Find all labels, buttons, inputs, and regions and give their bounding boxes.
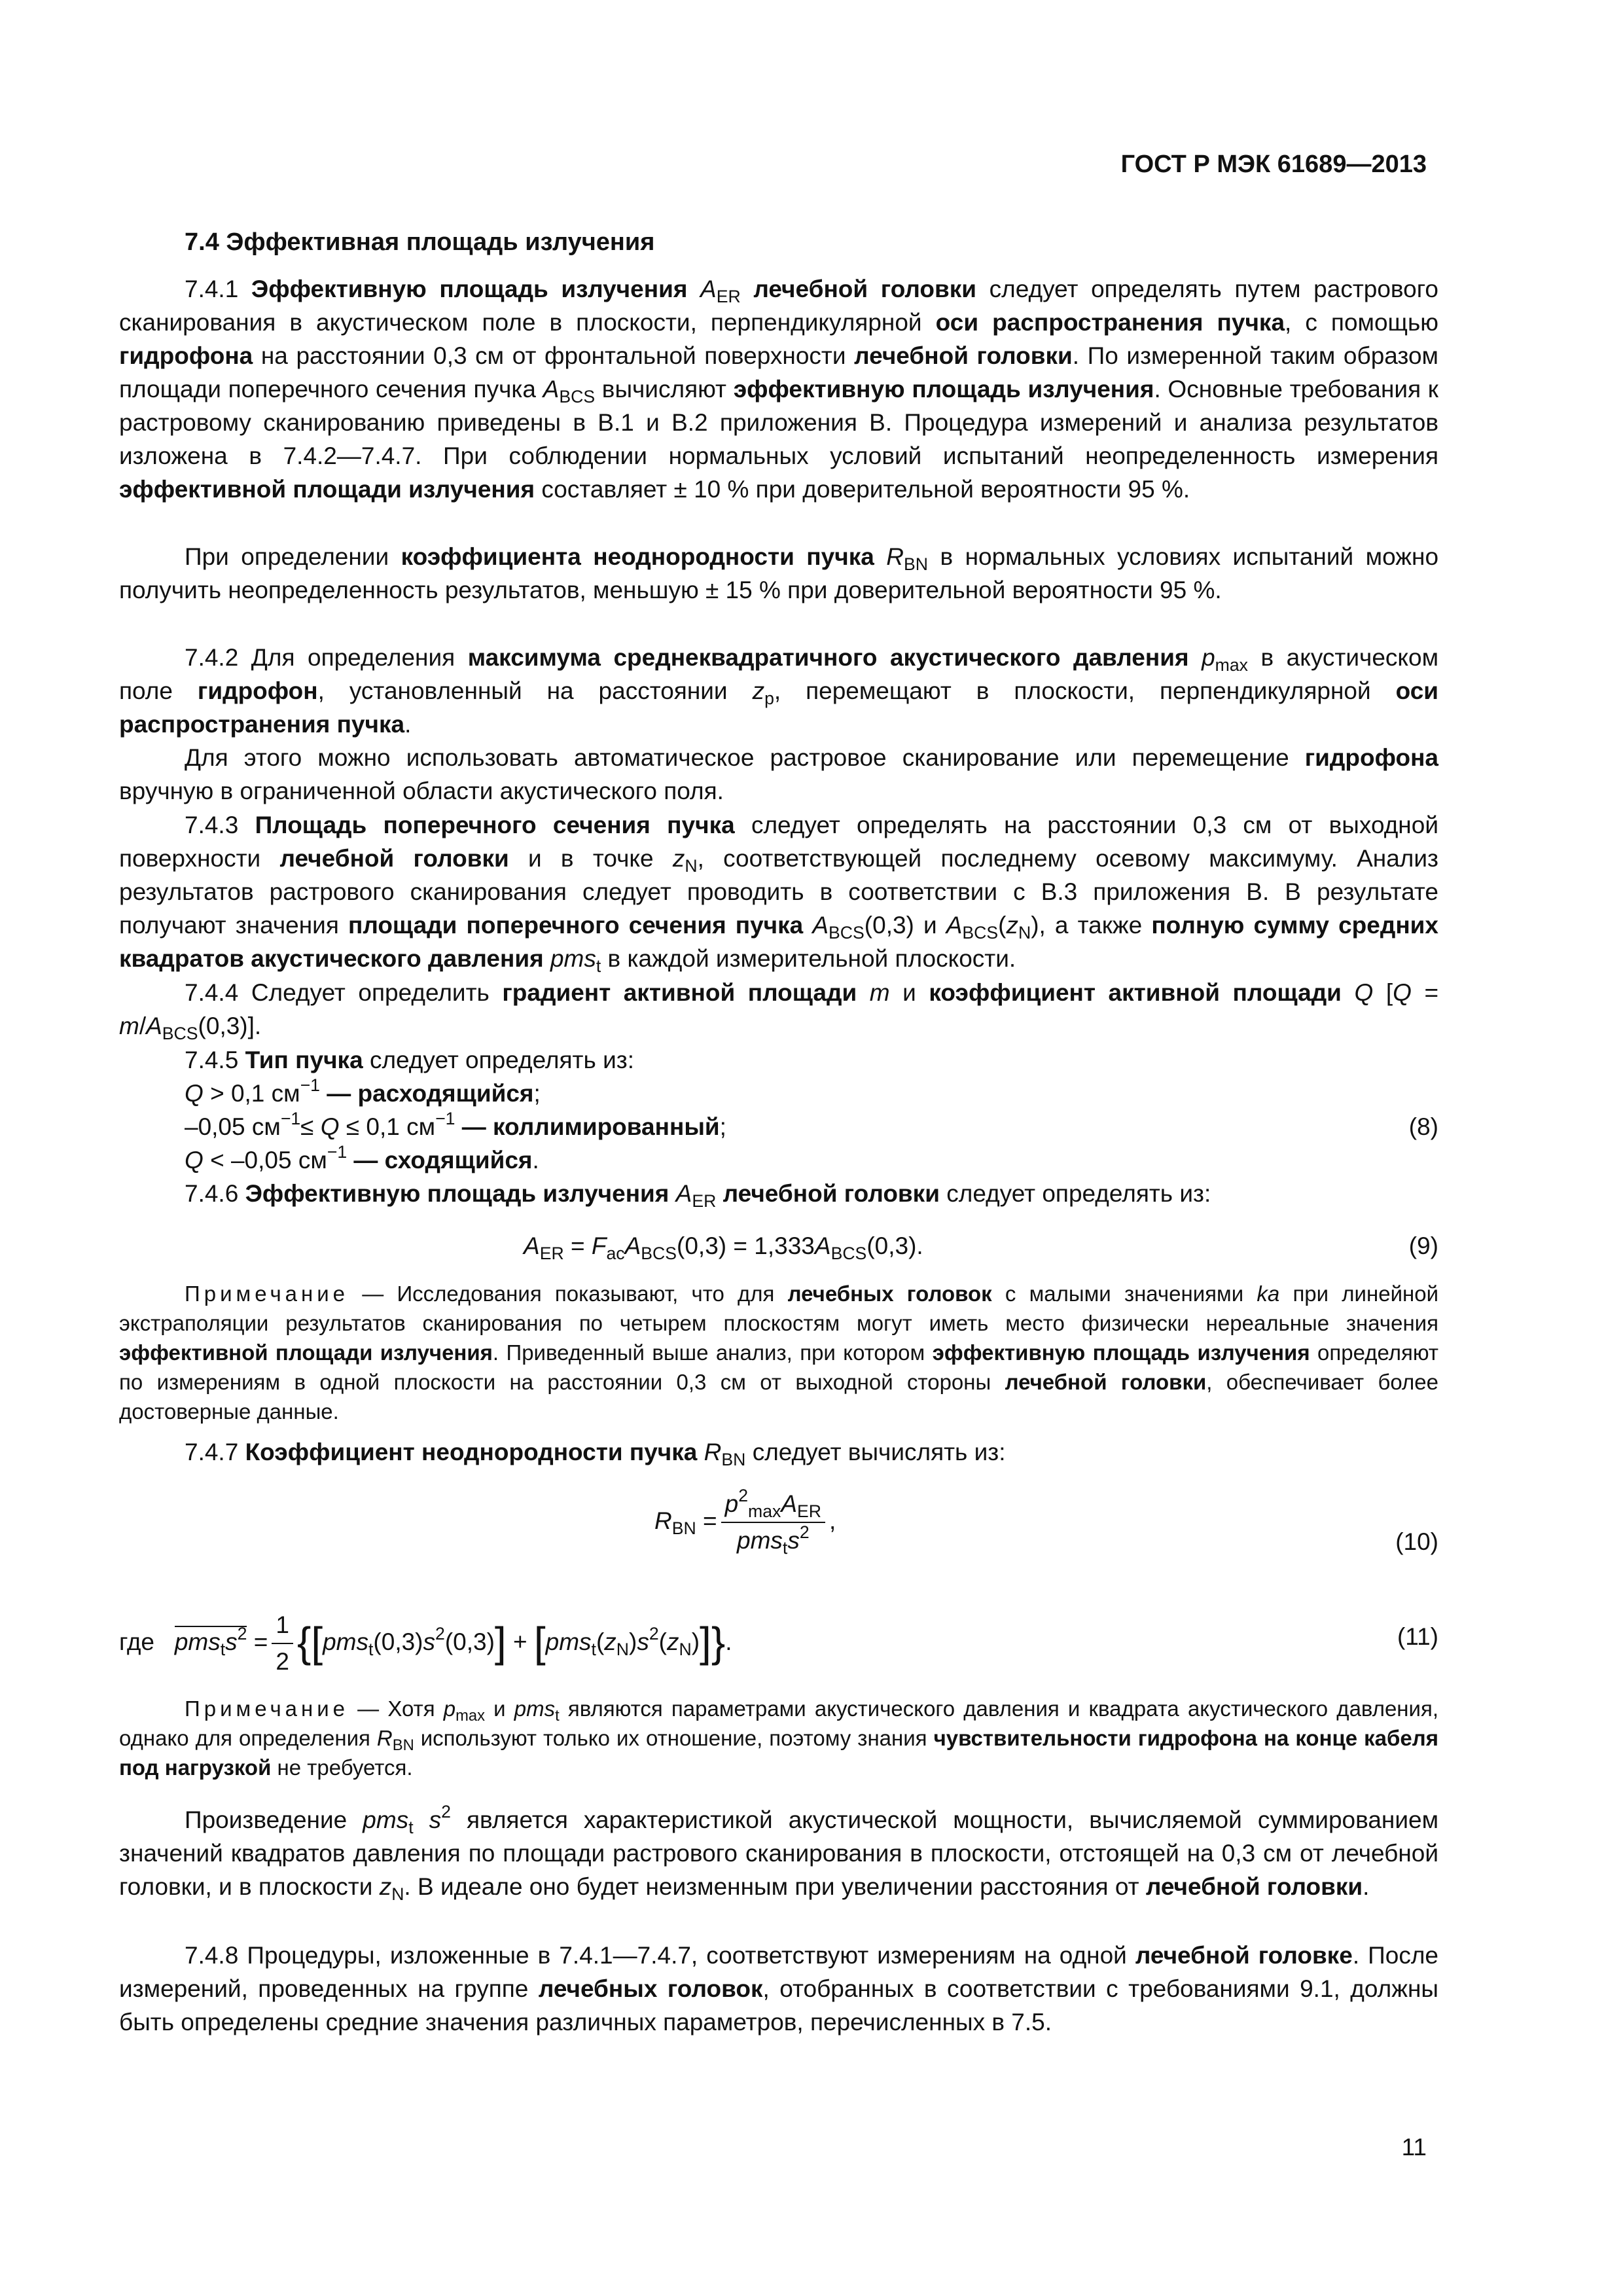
paragraph-product: Произведение pms$_t$ $s^2$ является характеристикой акустической мощности, вычисляемой суммированием значений квадратов давления по площади растрового сканирования в плоскости, отстоящей на 0,3 см от лечебной головки, и в плоскости $z_N$. В идеале оно будет неизменным при увеличении расстояния от лечебной головки.	[119, 1802, 1439, 1904]
equation-number-10: (10)	[1395, 1528, 1438, 1555]
equation-10: $R_{BN}$ = $\frac{p^2_{max}A_{ER}}{pms_ts^2}$ ,	[654, 1486, 836, 1558]
document-code-header: ГОСТ Р МЭК 61689—2013	[1120, 151, 1427, 178]
paragraph-7-4-1: 7.4.1 Эффективную площадь излучения $A_{ER}$ лечебной головки следует определять путем растрового сканирования в акустическом поле в плоскости, перпендикулярной оси распространения пучка, с помощью гидрофона на расстоянии 0,3 см от фронтальной поверхности лечебной головки. По измеренной таким образом площади поперечного сечения пучка $A_{BCS}$ вычисляют эффективную площадь излучения. Основные требования к растровому сканированию приведены в В.1 и В.2 приложения В. Процедура измерений и анализа результатов изложена в 7.4.2—7.4.7. При соблюдении нормальных условий испытаний неопределенность измерения эффективной площади излучения составляет ± 10 % при доверительной вероятности 95 %.	[119, 276, 1439, 503]
equation-11: где $pms_ts^2$ = $\frac{1}{2}$ $\{[pms_t(0,3)s^2(0,3)] + [pms_t(z_N)s^2(z_N)]\}$.	[119, 1611, 732, 1675]
page-number: 11	[1401, 2134, 1427, 2161]
paragraph-7-4-3: 7.4.3 Площадь поперечного сечения пучка следует определять на расстоянии 0,3 см от выходной поверхности лечебной головки и в точке $z_N$, соответствующей последнему осевому максимуму. Анализ результатов растрового сканирования следует проводить в соответствии с В.3 приложения В. В результате получают значения площади поперечного сечения пучка $A_{BCS}(0,3)$ и $A_{BCS}(z_N)$, а также полную сумму средних квадратов акустического давления pms$_t$ в каждой измерительной плоскости.	[119, 812, 1439, 976]
beam-type-collimated: –0,05 $см^{-1}\le Q \le 0,1$ $см^{-1}$ — коллимированный;	[185, 1109, 726, 1140]
paragraph-7-4-7: 7.4.7 Коэффициент неоднородности пучка $R_{BN}$ следует вычислять из:	[185, 1439, 1006, 1469]
beam-type-intro: 7.4.5 Тип пучка следует определять из:	[185, 1047, 634, 1073]
section-heading: 7.4 Эффективная площадь излучения	[185, 228, 655, 256]
beam-type-convergent: Q < –0,05 $см^{-1}$ — сходящийся.	[185, 1142, 539, 1174]
paragraph-uniformity: При определении коэффициента неоднородности пучка $R_{BN}$ в нормальных условиях испытаний можно получить неопределенность результатов, меньшую ± 15 % при доверительной вероятности 95 %.	[119, 543, 1439, 603]
note-1: Примечание — Исследования показывают, что для лечебных головок с малыми значениями ka при линейной экстраполяции результатов сканирования по четырем плоскостям могут иметь место физически нереальные значения эффективной площади излучения. Приведенный выше анализ, при котором эффективную площадь излучения определяют по измерениям в одной плоскости на расстоянии 0,3 см от выходной стороны лечебной головки, обеспечивает более достоверные данные.	[119, 1282, 1439, 1424]
fraction: $\frac{p^2_{max}A_{ER}}{pms_ts^2}$	[721, 1489, 825, 1556]
paragraph-7-4-6: 7.4.6 Эффективную площадь излучения $A_{ER}$ лечебной головки следует определять из:	[185, 1180, 1211, 1211]
paragraph-scan-method: Для этого можно использовать автоматическое растровое сканирование или перемещение гидрофона вручную в ограниченной области акустического поля.	[119, 744, 1439, 804]
equation-number-8: (8)	[1408, 1113, 1438, 1140]
beam-type-divergent: Q > 0,1 $см^{-1}$ — расходящийся;	[185, 1075, 541, 1107]
note-2: Примечание — Хотя $p_{max}$ и pms$_t$ являются параметрами акустического давления и квадрата акустического давления, однако для определения $R_{BN}$ используют только их отношение, поэтому знания чувствительности гидрофона на конце кабеля под нагрузкой не требуется.	[119, 1696, 1438, 1780]
equation-number-9: (9)	[1408, 1232, 1438, 1259]
paragraph-7-4-4: 7.4.4 Следует определить градиент активной площади m и коэффициент активной площади Q $[Q = m/A_{BCS}(0,3)]$.	[119, 979, 1439, 1043]
paragraph-7-4-2: 7.4.2 Для определения максимума среднеквадратичного акустического давления $p_{max}$ в акустическом поле гидрофон, установленный на расстоянии $z_p$, перемещают в плоскости, перпендикулярной оси распространения пучка.	[119, 644, 1439, 738]
paragraph-7-4-8: 7.4.8 Процедуры, изложенные в 7.4.1—7.4.7, соответствуют измерениям на одной лечебной головке. После измерений, проведенных на группе лечебных головок, отобранных в соответствии с требованиями 9.1, должны быть определены средние значения различных параметров, перечисленных в 7.5.	[119, 1942, 1439, 2036]
equation-9: $A_{ER} = F_{ac}A_{BCS}(0,3) = 1,333A_{BCS}(0,3)$.	[524, 1232, 923, 1263]
equation-number-11: (11)	[1397, 1623, 1438, 1650]
